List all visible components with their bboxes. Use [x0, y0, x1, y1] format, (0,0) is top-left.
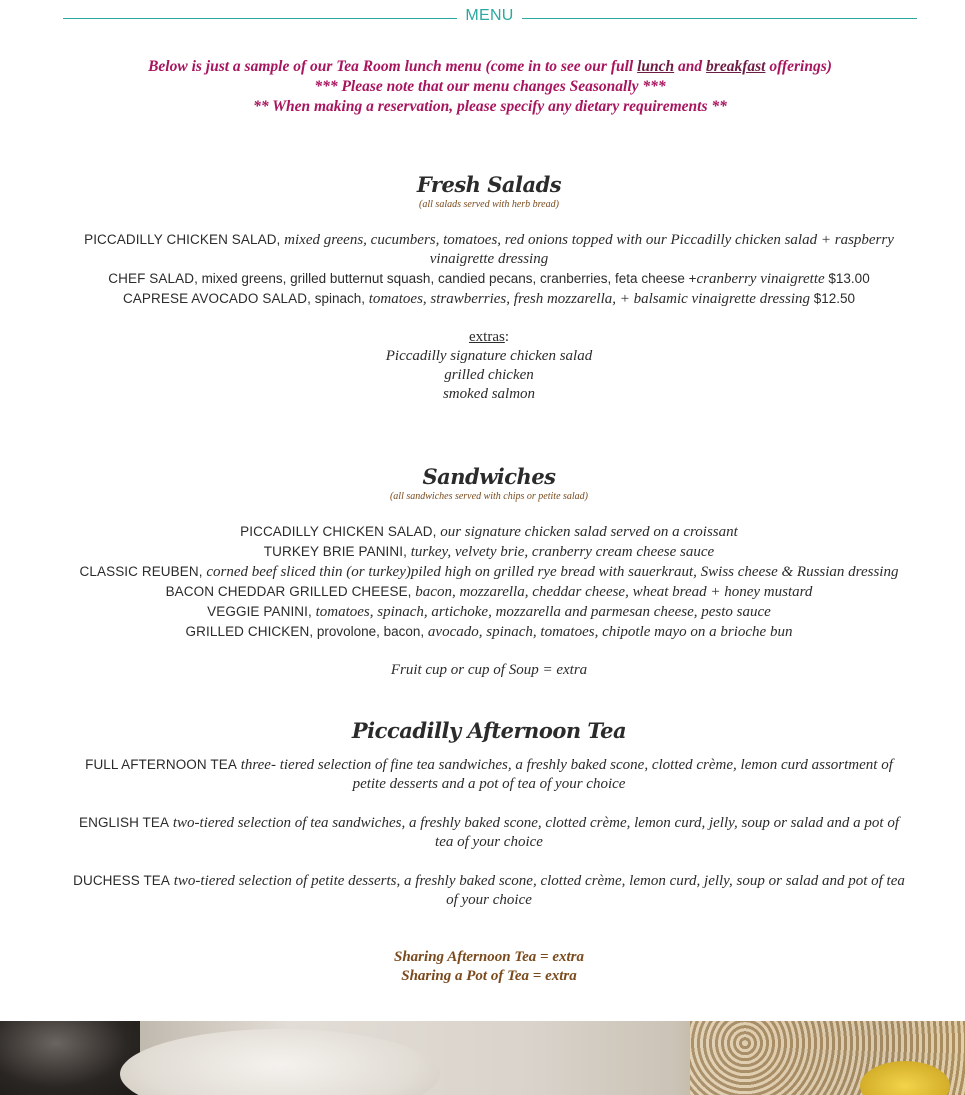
- sandwiches-note: (all sandwiches served with chips or petite salad): [389, 491, 589, 502]
- sandwich-item: [0, 542, 965, 562]
- sandwiches-footer: Fruit cup or cup of Soup = extra: [390, 662, 588, 678]
- tea-item-name: FULL AFTERNOON TEA: [85, 757, 237, 772]
- sandwiches-section: [0, 464, 965, 680]
- salads-note: (all salads served with herb bread): [419, 199, 559, 210]
- tea-item-name: DUCHESS TEA: [73, 873, 170, 888]
- intro-text-end: offerings): [765, 58, 832, 75]
- salads-section: [0, 172, 965, 404]
- sandwich-item-desc: corned beef sliced thin (or turkey)piled high on grilled rye bread with sauerkraut, Swiss cheese & Russian dressing: [202, 564, 899, 580]
- intro-line-3: ** When making a reservation, please specify any dietary requirements **: [253, 98, 727, 115]
- tea-item-name: ENGLISH TEA: [78, 815, 170, 830]
- salads-title: Fresh Salads: [416, 172, 562, 197]
- sharing-pot-of-tea: Sharing a Pot of Tea = extra: [401, 968, 577, 984]
- salad-item-price: $12.50: [813, 291, 856, 306]
- header-divider-left: [63, 18, 457, 19]
- sandwich-item-name: GRILLED CHICKEN: [185, 624, 310, 639]
- salad-item-name: PICCADILLY CHICKEN SALAD,: [84, 232, 281, 247]
- tea-item-desc-cont: [0, 833, 965, 852]
- sharing-afternoon-tea: Sharing Afternoon Tea = extra: [394, 949, 584, 965]
- menu-title: MENU: [465, 7, 514, 24]
- tea-item-desc-2: petite desserts and a pot of tea of your choice: [352, 776, 626, 792]
- extras-item: Piccadilly signature chicken salad: [385, 348, 593, 364]
- intro-notice: [0, 57, 965, 117]
- intro-line-1: [0, 57, 965, 77]
- sandwich-item-desc: our signature chicken salad served on a croissant: [436, 524, 738, 540]
- sandwich-item: [0, 582, 965, 602]
- tea-item: [0, 871, 965, 891]
- salad-item-desc: mixed greens, cucumbers, tomatoes, red onions topped with our Piccadilly chicken salad + raspberry: [280, 232, 894, 248]
- teacup-image: [0, 1021, 140, 1095]
- salad-item-name: CHEF SALAD: [108, 271, 195, 286]
- tea-item-desc-cont: [0, 891, 965, 910]
- tea-item-desc-cont: [0, 775, 965, 794]
- tea-item-desc-2: of your choice: [446, 892, 532, 908]
- sandwich-item-name: PICCADILLY CHICKEN SALAD,: [240, 524, 437, 539]
- salad-item: [0, 289, 965, 309]
- salad-item-price: $13.00: [828, 271, 870, 286]
- tea-item-desc: two-tiered selection of tea sandwiches, a freshly baked scone, clotted crème, lemon curd, jelly, soup or salad and a pot of: [169, 815, 899, 831]
- salad-item: [0, 269, 965, 289]
- extras-colon: :: [504, 329, 509, 345]
- sandwiches-title: Sandwiches: [422, 464, 556, 489]
- tea-item: [0, 755, 965, 775]
- salad-item-name: CAPRESE AVOCADO SALAD,: [122, 291, 311, 306]
- tea-item-desc: two-tiered selection of petite desserts, a freshly baked scone, clotted crème, lemon curd, jelly, soup or salad and pot of tea: [170, 873, 905, 889]
- sandwich-item-ingredients: , provolone, bacon,: [309, 624, 428, 639]
- sandwich-item: [0, 562, 965, 582]
- sandwich-item: [0, 522, 965, 542]
- tea-photo: [0, 1021, 965, 1095]
- extras-item: grilled chicken: [444, 367, 534, 383]
- salad-item-ingredients: spinach,: [310, 291, 366, 306]
- sandwich-item-name: VEGGIE PANINI,: [207, 604, 312, 619]
- extras-item: smoked salmon: [442, 386, 536, 402]
- salad-item-desc-cont: [0, 250, 965, 269]
- sandwich-item-name: BACON CHEDDAR GRILLED CHEESE,: [165, 584, 412, 599]
- tea-section: [0, 718, 965, 986]
- sandwich-item-desc: avocado, spinach, tomatoes, chipotle mayo on a brioche bun: [427, 624, 793, 640]
- sandwich-item-desc: turkey, velvety brie, cranberry cream cheese sauce: [406, 544, 715, 560]
- header-divider-right: [522, 18, 917, 19]
- sandwich-item: [0, 602, 965, 622]
- lunch-link[interactable]: lunch: [637, 58, 675, 75]
- salad-item-desc: tomatoes, strawberries, fresh mozzarella, + balsamic vinaigrette dressing: [365, 291, 814, 307]
- menu-header: [63, 6, 917, 30]
- salad-item: [0, 230, 965, 250]
- intro-line-2: *** Please note that our menu changes Seasonally ***: [314, 78, 666, 95]
- salad-item-ingredients: , mixed greens, grilled butternut squash, candied pecans, cranberries, feta cheese +: [194, 271, 697, 286]
- plate-image: [120, 1029, 440, 1095]
- salad-item-desc: cranberry vinaigrette: [696, 271, 829, 287]
- sandwich-item-name: CLASSIC REUBEN,: [79, 564, 203, 579]
- extras-heading: [0, 328, 965, 347]
- tea-item: [0, 813, 965, 833]
- tea-item-desc: three- tiered selection of fine tea sandwiches, a freshly baked scone, clotted crème, lemon curd assortment of: [236, 757, 893, 773]
- intro-and: and: [674, 58, 707, 75]
- salad-item-desc-2: vinaigrette dressing: [429, 251, 549, 267]
- breakfast-link[interactable]: breakfast: [706, 58, 766, 75]
- sandwich-item: [0, 622, 965, 642]
- intro-text: Below is just a sample of our Tea Room lunch menu (come in to see our full: [148, 58, 638, 75]
- extras-label: extras: [469, 329, 505, 345]
- tea-title: Piccadilly Afternoon Tea: [351, 718, 627, 743]
- sandwich-item-desc: tomatoes, spinach, artichoke, mozzarella and parmesan cheese, pesto sauce: [311, 604, 771, 620]
- sandwich-item-name: TURKEY BRIE PANINI,: [263, 544, 407, 559]
- sandwich-item-desc: bacon, mozzarella, cheddar cheese, wheat bread + honey mustard: [411, 584, 813, 600]
- tea-item-desc-2: tea of your choice: [435, 834, 543, 850]
